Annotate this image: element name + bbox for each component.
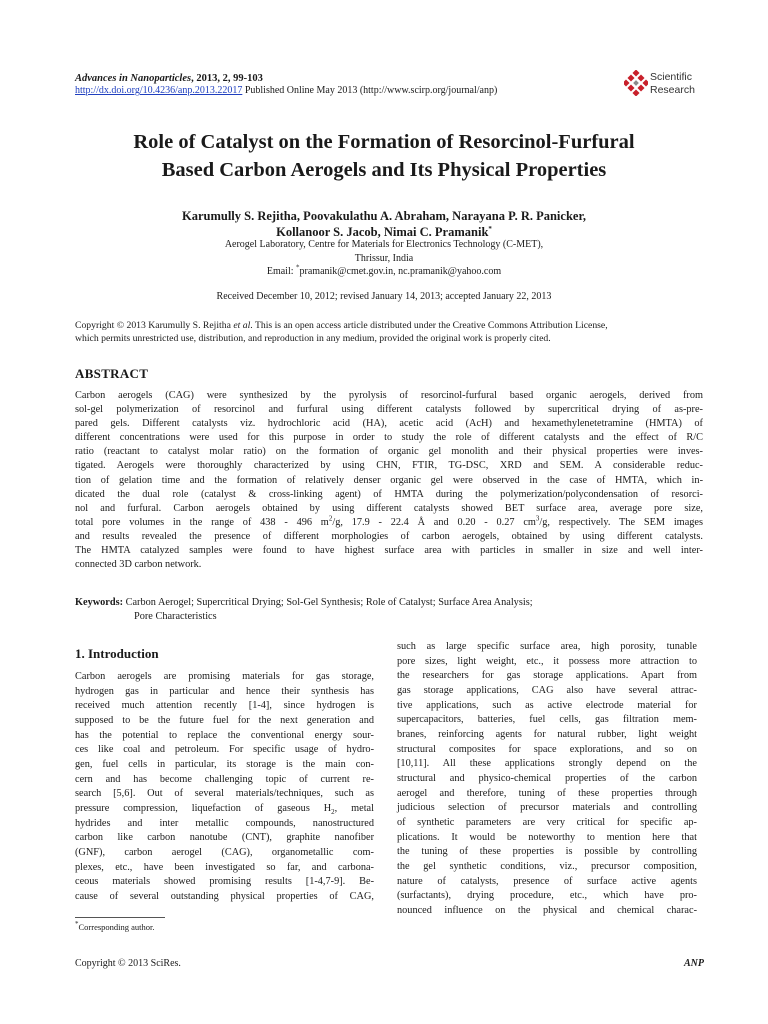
- copyright-notice: [75, 319, 703, 345]
- body-line: pore sizes, light weight, etc., it possess more attraction to: [397, 655, 697, 667]
- abstract-line: nol and furfural. Carbon aerogels obtained by using different catalysts showed BET surface area, average pore size,: [75, 502, 703, 514]
- copyright-text-a: Copyright © 2013 Karumully S. Rejitha: [75, 320, 234, 331]
- body-line: supercapacitors, batteries, fuel cells, gas filtration mem-: [397, 714, 697, 726]
- copyright-line2: which permits unrestricted use, distribution, and reproduction in any medium, provided the original work is properly cited.: [75, 333, 551, 344]
- affiliation: [0, 238, 768, 279]
- corresponding-mark: *: [488, 224, 492, 233]
- body-line: gas storage applications, CAG also have several attrac-: [397, 684, 697, 696]
- body-line: (GNF), carbon aerogel (CAG), organometallic com-: [75, 846, 374, 858]
- body-line: has the potential to replace the conventional energy sour-: [75, 729, 374, 741]
- body-line: plications. It would be noteworthy to mention here that: [397, 831, 697, 843]
- body-line: supposed to be the future fuel for the next generation and: [75, 714, 374, 726]
- body-line: ceous materials showed promising results [1-4,7-9]. Be-: [75, 876, 374, 888]
- email-address[interactable]: pramanik@cmet.gov.in, nc.pramanik@yahoo.com: [299, 266, 502, 277]
- keywords-line1: [75, 596, 533, 610]
- body-line: gen, fuel cells in particular, its storage is the main con-: [75, 758, 374, 770]
- publisher-logo: [624, 70, 704, 100]
- footer-copyright: Copyright © 2013 SciRes.: [75, 958, 181, 969]
- paper-title: [0, 128, 768, 184]
- body-line: hydrides and inter metallic compounds, nanostructured: [75, 817, 374, 829]
- body-line: of synthetic parameters are very critical for specific ap-: [397, 816, 697, 828]
- authors-line2-text: Kollanoor S. Jacob, Nimai C. Pramanik: [276, 225, 489, 239]
- abstract-line: and results revealed the presence of different morphologies of carbon aerogels, obtained by using different catalysts.: [75, 530, 703, 542]
- email-line: [0, 265, 768, 279]
- affiliation-line2: Thrissur, India: [354, 252, 414, 264]
- footnote: [75, 922, 155, 932]
- body-line: such as large specific surface area, high porosity, tunable: [397, 641, 697, 652]
- abstract-line: pared gels. Different catalysts viz. hydrochloric acid (HA), acetic acid (AcH) and hexamethylenetetramine (HMTA) of: [75, 418, 703, 430]
- abstract-line: [75, 516, 703, 530]
- published-online: Published Online May 2013 (http://www.scirp.org/journal/anp): [242, 85, 498, 96]
- abstract-line: Carbon aerogels (CAG) were synthesized by the pyrolysis of resorcinol-furfural based organic aerogels, derived from: [75, 390, 703, 401]
- body-line: cern and has become challenging topic of current re-: [75, 773, 374, 785]
- subscript: 2: [331, 807, 335, 816]
- abstract-text: total pore volumes in the range of 438 - 496 m: [75, 516, 329, 528]
- body-text: pressure compression, liquefaction of gaseous H: [75, 802, 332, 814]
- copyright-text-b: . This is an open access article distributed under the Creative Commons Attribution License,: [250, 320, 608, 331]
- doi-link[interactable]: http://dx.doi.org/10.4236/anp.2013.22017: [75, 85, 243, 96]
- journal-name: Advances in Nanoparticles: [75, 73, 192, 84]
- abstract-line: tion of gelation time and the formation of relatively denser organic gel were observed in the case of HMTA, which in-: [75, 474, 703, 486]
- abstract-text: /g, respectively. The SEM images: [539, 516, 703, 528]
- abstract-line: sol-gel polymerization of resorcinol and furfural using different catalysts followed by supercritical drying of as-pre-: [75, 404, 703, 416]
- footnote-divider: [75, 917, 165, 918]
- abstract-line: connected 3D carbon network.: [75, 559, 202, 571]
- publisher-name-line1: Scientific: [650, 71, 693, 83]
- keywords: [75, 596, 533, 624]
- abstract-body: [75, 389, 703, 572]
- body-line: structural composites for space explorations, and so on: [397, 743, 697, 755]
- body-text: , metal: [334, 802, 374, 814]
- footnote-text: Corresponding author.: [78, 922, 155, 932]
- footer-journal-abbrev: ANP: [684, 958, 704, 969]
- body-line: cause of several outstanding physical properties of CAG,: [75, 890, 374, 902]
- section-heading-introduction: 1. Introduction: [75, 646, 159, 661]
- keywords-line2: Pore Characteristics: [134, 611, 217, 622]
- superscript: 3: [535, 514, 540, 523]
- scientific-research-logo-icon: [624, 70, 648, 96]
- copyright-line1: [75, 319, 703, 332]
- body-line: nounced influence on the physical and chemical charac-: [397, 904, 697, 916]
- abstract-text: /g, 17.9 - 22.4 Å and 0.20 - 0.27 cm: [332, 516, 536, 528]
- intro-column-right: [397, 640, 697, 918]
- body-line: search [5,6]. Out of several materials/techniques, such as: [75, 788, 374, 800]
- body-line: the tuning of these properties is possible by controlling: [397, 846, 697, 858]
- footnote-mark: *: [75, 920, 79, 929]
- keywords-text: Carbon Aerogel; Supercritical Drying; Sol-Gel Synthesis; Role of Catalyst; Surface Area Analysis;: [123, 597, 533, 608]
- journal-volume: , 2013, 2, 99-103: [191, 73, 263, 84]
- body-line: plexes, etc., have been investigated so far, and carbona-: [75, 861, 374, 873]
- body-line: judicious selection of precursor materials and controlling: [397, 802, 697, 814]
- body-line: carbon like carbon nanotube (CNT), graphite nanofiber: [75, 832, 374, 844]
- body-line: hydrogen gas in particular and hence their synthesis has: [75, 685, 374, 697]
- abstract-line: dicated the dual role (catalyst & cross-linking agent) of HMTA during the polymerization/polycondensation of resorci-: [75, 488, 703, 500]
- abstract-line: different concentrations were used for this purpose in order to study the role of different catalysts and the effect of R/C: [75, 432, 703, 444]
- et-al: et al: [233, 320, 251, 331]
- abstract-line: ratio (reactant to catalyst molar ratio) on the formation of organic gel monolith and their physical properties were inves-: [75, 446, 703, 458]
- affiliation-line1: Aerogel Laboratory, Centre for Materials for Electronics Technology (C-MET),: [224, 239, 544, 250]
- title-line1: Role of Catalyst on the Formation of Resorcinol-Furfural: [133, 131, 635, 153]
- email-mark: *: [296, 263, 300, 272]
- body-line: received much attention recently [1-4], since hydrogen is: [75, 700, 374, 712]
- doi-line: [75, 84, 497, 98]
- body-line: [75, 802, 374, 817]
- abstract-line: tigated. Aerogels were thoroughly characterized by using CHN, FTIR, TG-DSC, XRD and SEM. A considerable reduc-: [75, 460, 703, 472]
- publisher-name: [650, 71, 695, 96]
- body-line: the researchers for gas storage applications. Apart from: [397, 670, 697, 682]
- author-list: [0, 208, 768, 240]
- body-line: [10,11]. All these applications strongly depend on the: [397, 758, 697, 770]
- intro-column-left: [75, 670, 374, 905]
- submission-dates: Received December 10, 2012; revised January 14, 2013; accepted January 22, 2013: [216, 291, 552, 302]
- body-line: (surfactants), drying procedure, etc., which have pro-: [397, 890, 697, 902]
- title-line2: Based Carbon Aerogels and Its Physical Properties: [161, 159, 607, 181]
- body-line: Carbon aerogels are promising materials for gas storage,: [75, 671, 374, 682]
- abstract-heading: ABSTRACT: [75, 366, 149, 381]
- body-line: branes, reinforcing agents for natural rubber, light weight: [397, 728, 697, 740]
- body-line: structural and physico-chemical properties of the carbon: [397, 772, 697, 784]
- superscript: 2: [328, 514, 333, 523]
- body-line: tive applications, such as active electrode material for: [397, 699, 697, 711]
- email-label: Email:: [266, 266, 297, 277]
- publisher-name-line2: Research: [650, 83, 695, 96]
- authors-line1: Karumully S. Rejitha, Poovakulathu A. Abraham, Narayana P. R. Panicker,: [182, 209, 586, 223]
- body-line: ces like coal and petroleum. For specific usage of hydro-: [75, 744, 374, 756]
- body-line: aerogel and therefore, tuning of these properties through: [397, 787, 697, 799]
- body-line: nature of catalysts, presence of surface active agents: [397, 875, 697, 887]
- abstract-line: The HMTA catalyzed samples were found to have highest surface area with particles in smaller in size and well inter-: [75, 545, 703, 557]
- body-line: the gel synthetic conditions, viz., precursor composition,: [397, 860, 697, 872]
- keywords-label: Keywords:: [75, 597, 124, 608]
